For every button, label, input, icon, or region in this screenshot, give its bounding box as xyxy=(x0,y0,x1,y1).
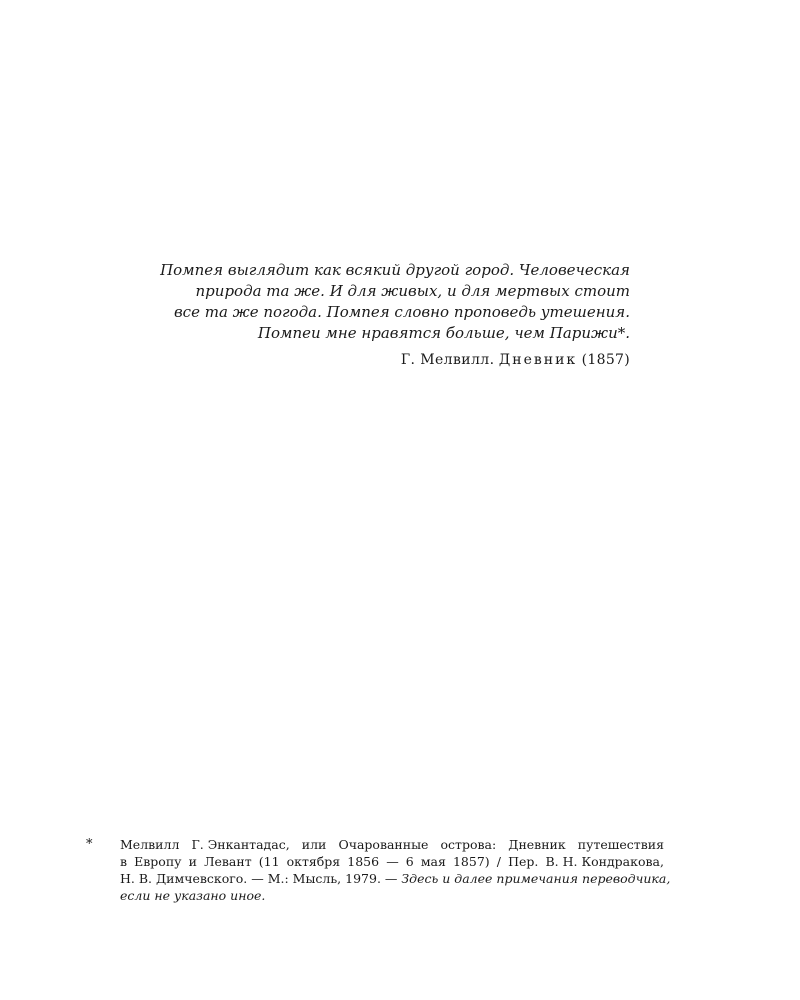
footnote-marker: * xyxy=(86,837,93,852)
epigraph-line: Помпеи мне нравятся больше, чем Парижи*. xyxy=(257,324,630,342)
footnote-word: 6 xyxy=(405,854,414,869)
footnote-word: В. Н. Кондракова, xyxy=(545,854,664,869)
footnote-word: Мелвилл xyxy=(120,837,180,852)
epigraph-line: все та же погода. Помпея словно проповедь утешения. xyxy=(173,303,630,321)
footnote-word: Пер. xyxy=(508,854,539,869)
footnote-word: Г. Энкантадас, xyxy=(191,837,290,852)
footnote-word: путешествия xyxy=(577,837,664,852)
footnote-line xyxy=(120,853,664,870)
footnote-word: Левант xyxy=(204,854,252,869)
attribution-work: Дневник xyxy=(498,352,578,368)
footnote-word: Дневник xyxy=(508,837,566,852)
footnote-word: 1856 xyxy=(347,854,380,869)
footnote-word: Очарованные xyxy=(338,837,429,852)
translator-note-continued: если не указано иное. xyxy=(120,888,266,903)
epigraph xyxy=(150,260,630,370)
footnote-line xyxy=(120,836,664,853)
epigraph-line: Помпея выглядит как всякий другой город. Человеческая xyxy=(160,261,630,279)
footnote-word: / xyxy=(496,854,501,869)
footnote-word: в xyxy=(120,854,128,869)
footnote-word: октября xyxy=(286,854,341,869)
footnote-citation: Н. В. Димчевского. — М.: Мысль, 1979. — xyxy=(120,871,402,886)
footnote-word: 1857) xyxy=(452,854,490,869)
footnote-word: или xyxy=(301,837,327,852)
epigraph-line: природа та же. И для живых, и для мертвых стоит xyxy=(195,282,630,300)
footnote-word: (11 xyxy=(258,854,280,869)
footnote-word: мая xyxy=(420,854,446,869)
footnote-word: и xyxy=(188,854,197,869)
translator-note: Здесь и далее примечания переводчика, xyxy=(401,871,671,886)
footnote-word: — xyxy=(386,854,399,869)
attribution-year: (1857) xyxy=(581,352,630,368)
footnote-body xyxy=(120,836,671,904)
epigraph-attribution xyxy=(150,350,630,370)
footnote-word: острова: xyxy=(440,837,497,852)
footnote-line xyxy=(120,870,671,887)
attribution-author: Г. Мелвилл. xyxy=(400,352,495,368)
footnote-word: Европу xyxy=(134,854,182,869)
